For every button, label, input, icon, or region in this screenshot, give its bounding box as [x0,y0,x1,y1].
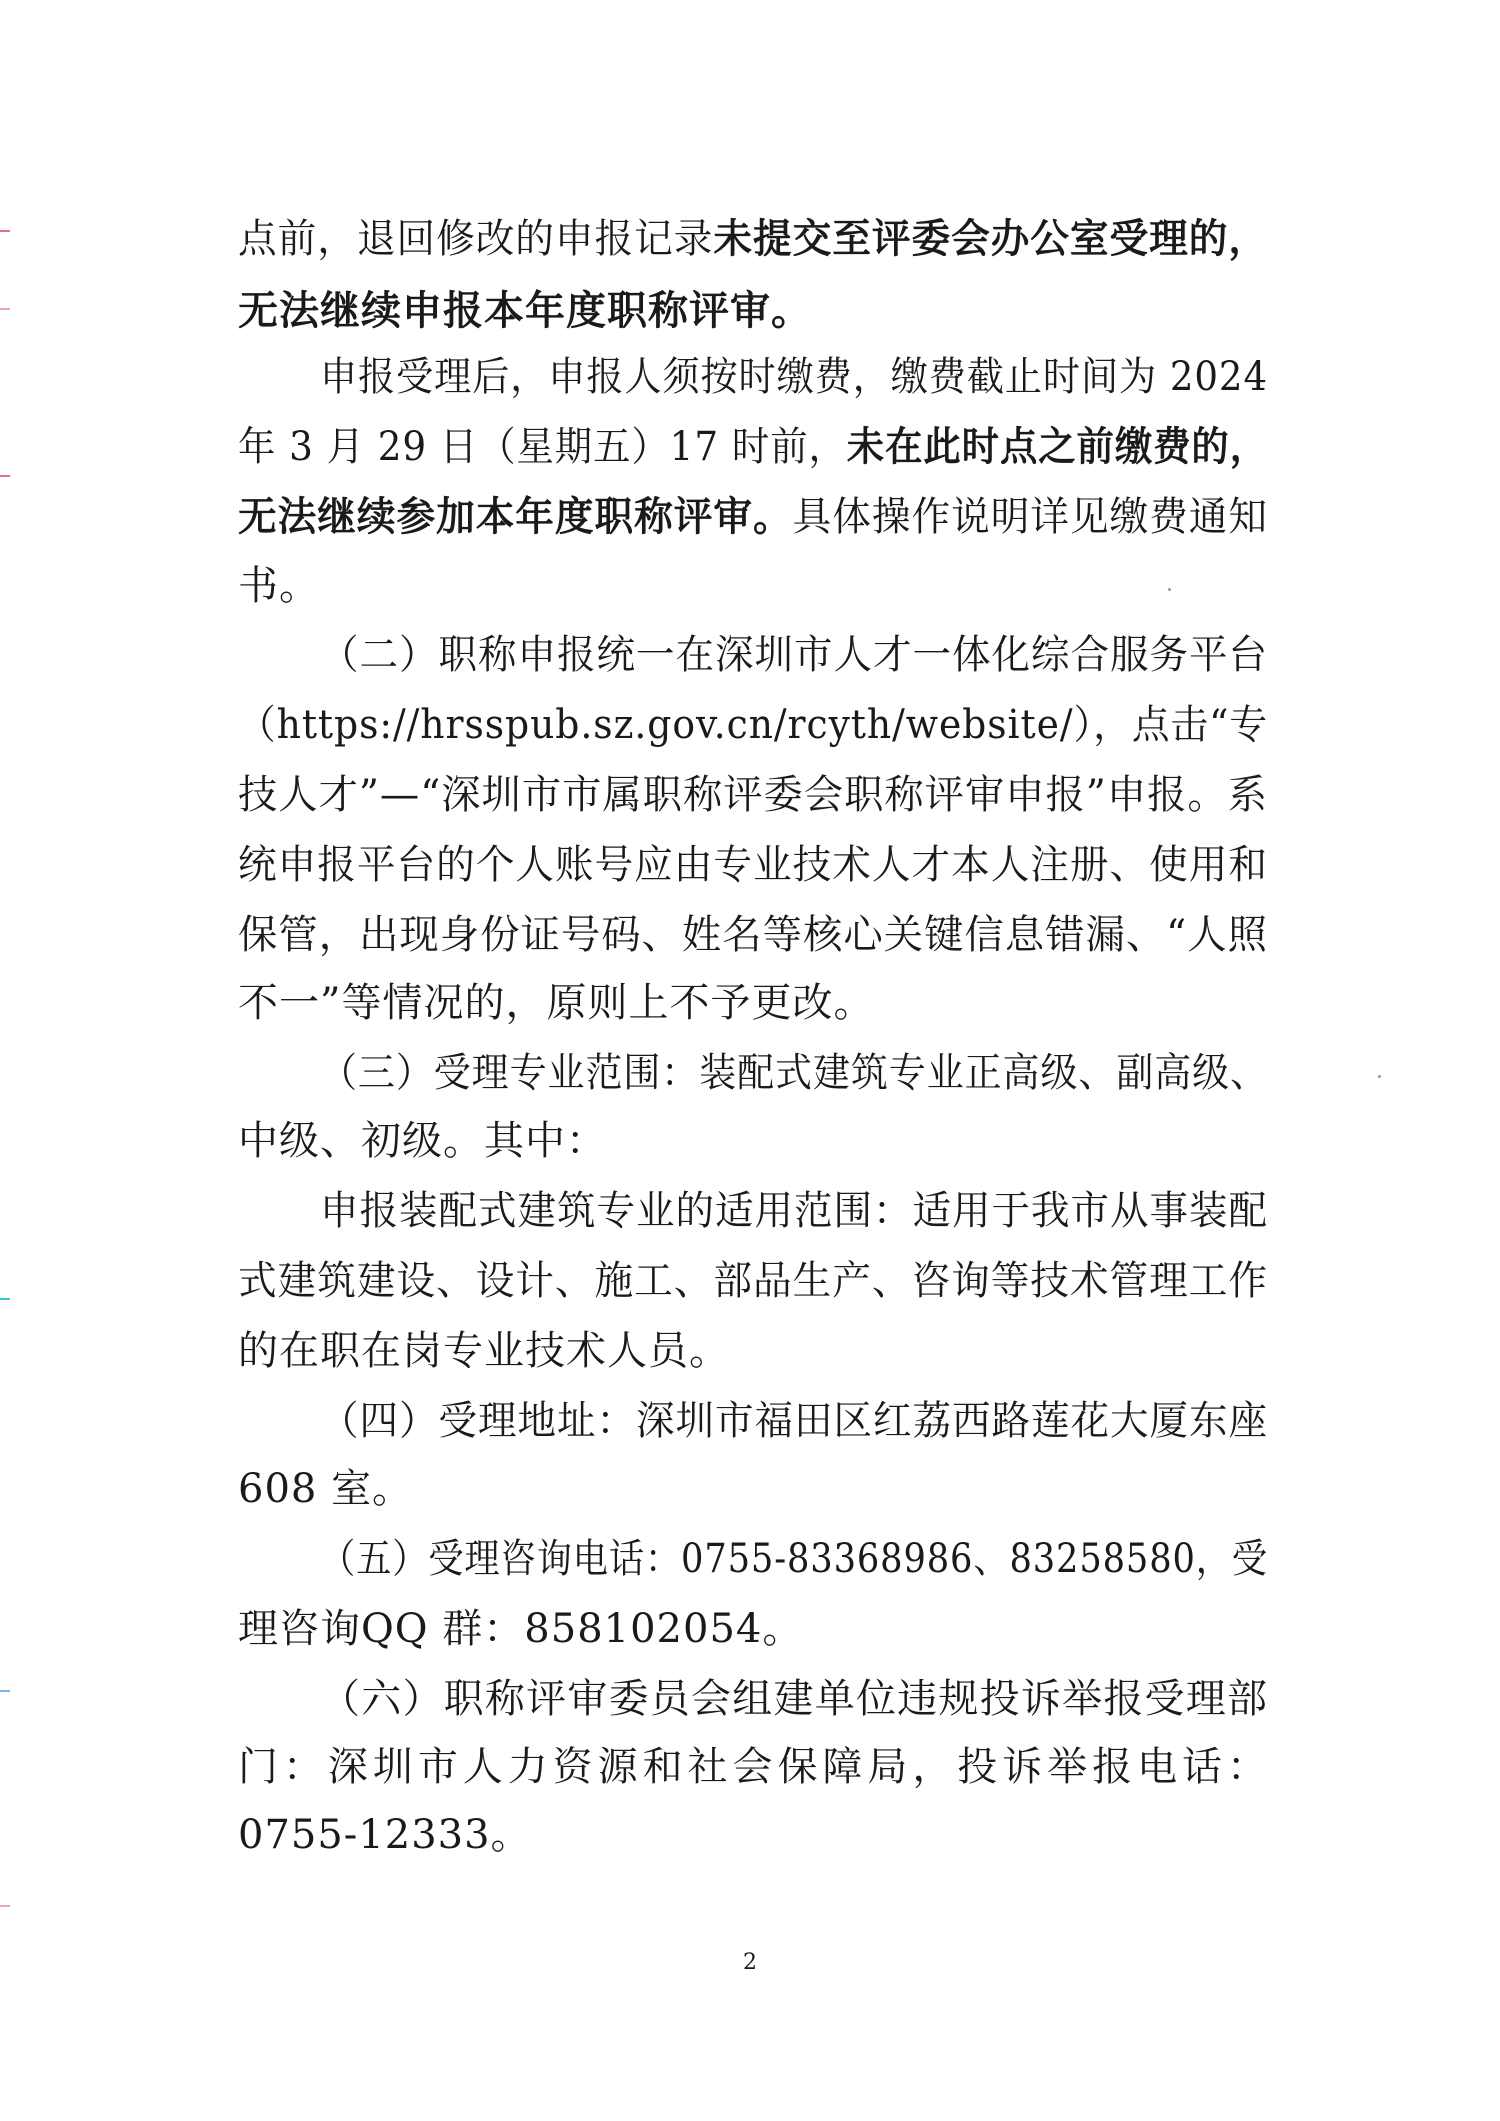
text-line-content [320,1388,1268,1454]
scan-edge-mark [0,308,10,310]
text-line [238,902,1268,968]
scan-speck [1378,1075,1381,1078]
text-line-content [238,1108,607,1174]
body-text-run: 点前，退回修改的申报记录 [238,216,714,262]
body-text-run: 的在职在岗专业技术人员。 [238,1328,730,1374]
text-line [238,1734,1272,1800]
text-line-content [238,206,1268,272]
text-line-content [320,1666,1268,1732]
text-line-content [238,553,320,619]
text-line-content [320,622,1268,688]
scan-edge-mark [0,1298,10,1300]
text-line [238,1318,1268,1384]
text-line-content [238,484,1268,550]
scan-edge-mark [0,1690,10,1692]
bold-text: 无法继续参加本年度职称评审。 [238,493,793,540]
text-line-content [320,1040,1268,1106]
body-text-run: （三）受理专业范围：装配式建筑专业正高级、副高级、 [320,1050,1268,1096]
body-text-run: 式建筑建设、设计、施工、部品生产、咨询等技术管理工作 [238,1258,1268,1304]
body-text-run: 中级、初级。其中： [238,1118,607,1164]
text-line [238,692,1268,758]
text-line-content [238,970,874,1036]
scan-edge-mark [0,1905,10,1907]
text-line-content [238,832,1268,898]
body-text-run: 608 室。 [238,1466,414,1512]
text-line [238,832,1268,898]
text-line [320,1666,1350,1732]
body-text-run: 理咨询QQ 群：858102054。 [238,1606,804,1652]
text-line [238,1596,1268,1662]
text-line [238,206,1268,272]
text-line-content [238,1248,1268,1314]
body-text-run: （二）职称申报统一在深圳市人才一体化综合服务平台 [320,632,1268,678]
scan-edge-mark [0,475,10,477]
scan-edge-mark [0,230,10,232]
bold-text: 未在此时点之前缴费的， [846,423,1268,470]
text-line [238,278,1268,344]
text-line-content [238,902,1268,968]
text-line-content [320,344,1268,410]
body-text-run: （四）受理地址：深圳市福田区红荔西路莲花大厦东座 [320,1398,1268,1444]
text-line [320,344,1350,410]
text-line-content [238,1456,413,1522]
body-text-run: 保管，出现身份证号码、姓名等核心关键信息错漏、“人照 [238,912,1268,958]
scan-speck [1168,588,1171,591]
text-line [238,1456,1268,1522]
body-text-run: 技人才”—“深圳市市属职称评委会职称评审申报”申报。系 [238,772,1268,818]
body-text-run: 统申报平台的个人账号应由专业技术人才本人注册、使用和 [238,842,1268,888]
bold-text: 无法继续申报本年度职称评审。 [238,287,812,334]
body-text-run: 门：深圳市人力资源和社会保障局，投诉举报电话： [238,1744,1272,1790]
text-line [320,1526,1350,1592]
body-text-run: 不一”等情况的，原则上不予更改。 [238,980,875,1026]
text-line-content [238,692,1268,758]
text-line [320,622,1350,688]
body-text-run: 申报装配式建筑专业的适用范围：适用于我市从事装配 [320,1188,1268,1234]
bold-text: 未提交至评委会办公室受理的， [713,215,1268,262]
text-line [238,1802,1268,1868]
text-line-content [238,762,1268,828]
text-line [238,553,1268,619]
text-line-content [238,1318,730,1384]
body-text-run: 0755-12333。 [238,1812,532,1858]
body-text-run: 具体操作说明详见缴费通知 [792,494,1268,540]
text-line [238,970,1268,1036]
page-number: 2 [743,1950,757,1975]
text-line [320,1040,1350,1106]
text-line-content [320,1526,1268,1592]
text-line [320,1388,1350,1454]
text-line [320,1178,1350,1244]
text-line-content [238,1734,1272,1800]
text-line-content [320,1178,1268,1244]
body-text-run: （五）受理咨询电话：0755-83368986、83258580，受 [320,1536,1268,1582]
text-line-content [238,278,812,344]
body-text-run: （https://hrsspub.sz.gov.cn/rcyth/website/），点击“专 [238,702,1268,748]
text-line [238,1248,1268,1314]
text-line-content [238,1596,803,1662]
body-text-run: 书。 [238,563,320,609]
body-text-run: （六）职称评审委员会组建单位违规投诉举报受理部 [320,1676,1269,1722]
body-text-run: 申报受理后，申报人须按时缴费，缴费截止时间为 2024 [320,354,1268,400]
text-line [238,484,1268,550]
text-line [238,1108,1268,1174]
text-line [238,762,1268,828]
text-line [238,414,1268,480]
body-text-run: 年 3 月 29 日（星期五）17 时前， [238,424,847,470]
text-line-content [238,1802,532,1868]
text-line-content [238,414,1268,480]
